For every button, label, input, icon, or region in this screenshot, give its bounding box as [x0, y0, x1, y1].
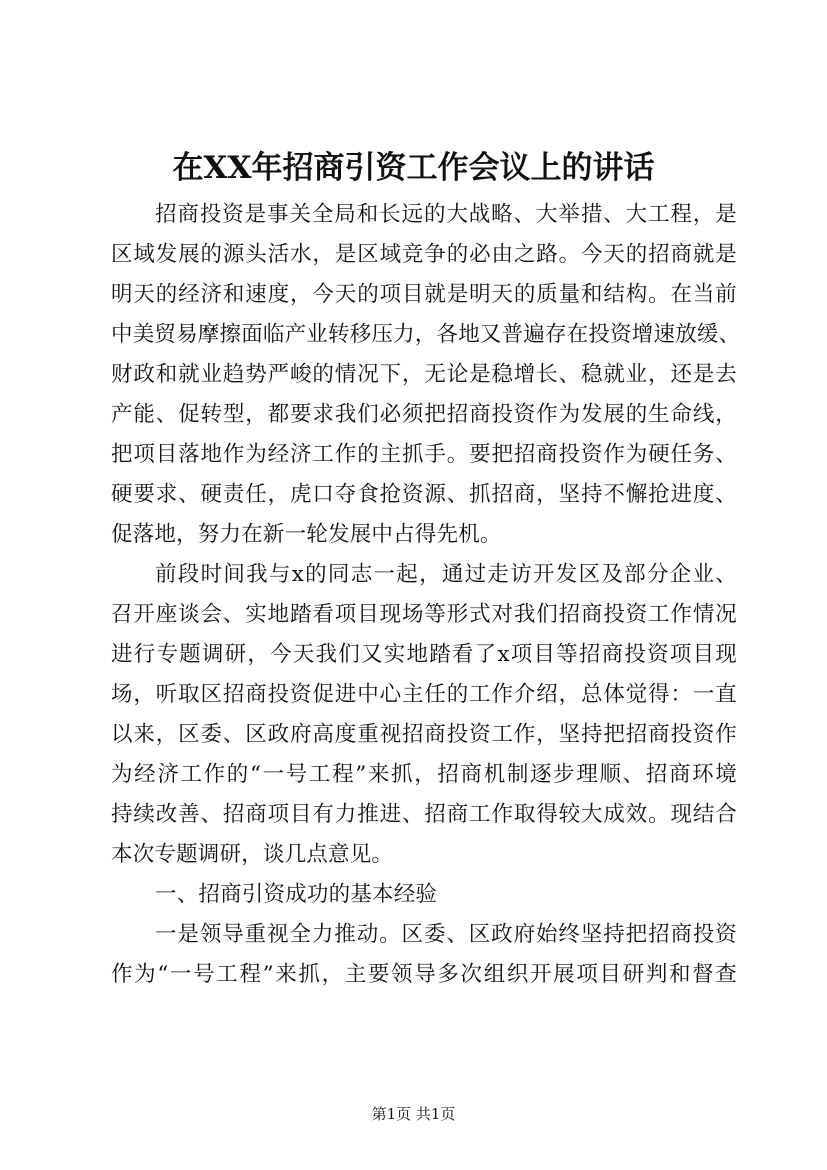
paragraph-line: 场，听取区招商投资促进中心主任的工作介绍，总体觉得：一直 — [111, 682, 737, 707]
paragraph-line: 硬要求、硬责任，虎口夺食抢资源、抓招商，坚持不懈抢进度、 — [111, 482, 737, 507]
paragraph-line: 持续改善、招商项目有力推进、招商工作取得较大成效。现结合 — [111, 802, 737, 827]
page-title: 在XX年招商引资工作会议上的讲话 — [172, 150, 655, 186]
paragraph-line: 明天的经济和速度，今天的项目就是明天的质量和结构。在当前 — [111, 282, 737, 307]
paragraph-line: 财政和就业趋势严峻的情况下，无论是稳增长、稳就业，还是去 — [111, 362, 737, 387]
paragraph-line: 进行专题调研，今天我们又实地踏看了x项目等招商投资项目现 — [111, 642, 737, 667]
paragraph-line: 本次专题调研，谈几点意见。 — [111, 842, 394, 867]
section-heading: 一、招商引资成功的基本经验 — [155, 882, 438, 907]
paragraph-line: 一是领导重视全力推动。区委、区政府始终坚持把招商投资 — [155, 922, 737, 947]
paragraph-line: 把项目落地作为经济工作的主抓手。要把招商投资作为硬任务、 — [111, 442, 737, 467]
paragraph-line: 中美贸易摩擦面临产业转移压力，各地又普遍存在投资增速放缓、 — [111, 322, 741, 347]
page-number-footer: 第1页 共1页 — [371, 1105, 456, 1123]
paragraph-line: 区域发展的源头活水，是区域竞争的必由之路。今天的招商就是 — [111, 242, 737, 267]
paragraph-line: 以来，区委、区政府高度重视招商投资工作，坚持把招商投资作 — [111, 722, 737, 747]
paragraph-line: 作为“一号工程”来抓，主要领导多次组织开展项目研判和督查 — [111, 962, 737, 987]
document-body — [111, 195, 741, 995]
paragraph-line: 召开座谈会、实地踏看项目现场等形式对我们招商投资工作情况 — [111, 602, 737, 627]
paragraph-line: 招商投资是事关全局和长远的大战略、大举措、大工程，是 — [155, 202, 737, 227]
paragraph-line: 促落地，努力在新一轮发展中占得先机。 — [111, 522, 502, 547]
paragraph-line: 产能、促转型，都要求我们必须把招商投资作为发展的生命线， — [111, 402, 737, 427]
paragraph-line: 为经济工作的“一号工程”来抓，招商机制逐步理顺、招商环境 — [111, 762, 737, 787]
paragraph-line: 前段时间我与x的同志一起，通过走访开发区及部分企业、 — [155, 562, 737, 587]
